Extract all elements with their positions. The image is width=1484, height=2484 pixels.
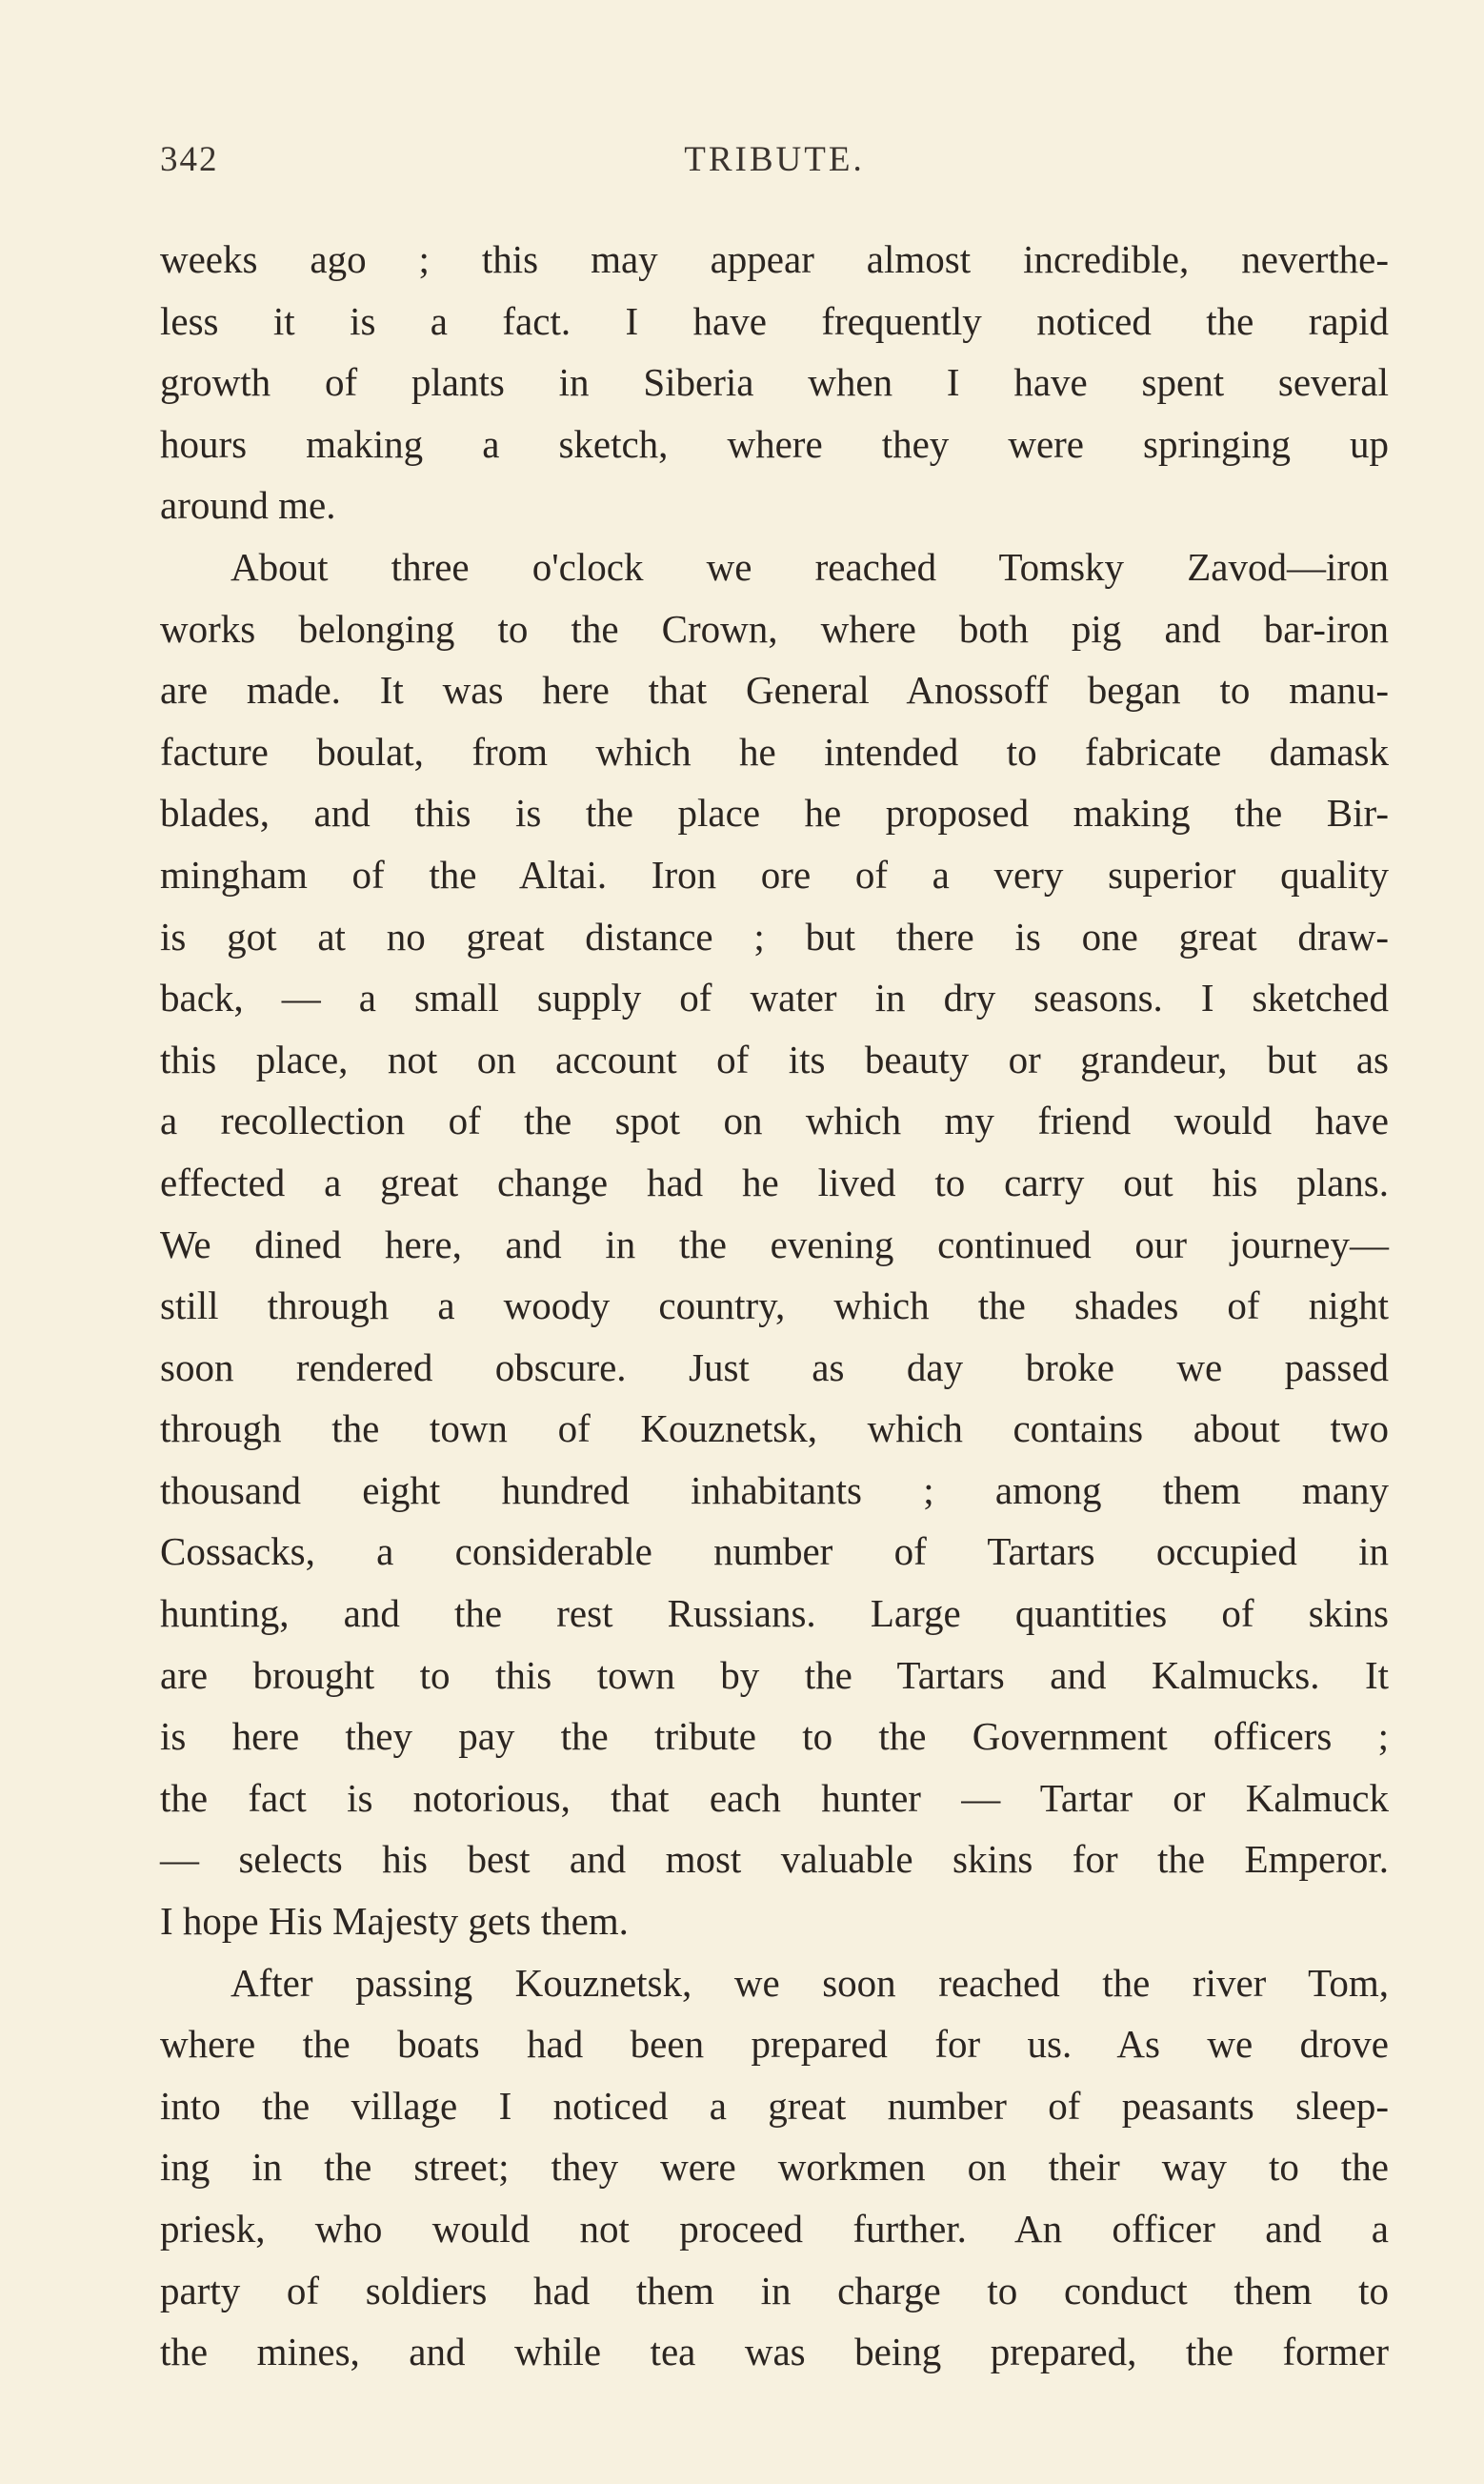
body-text xyxy=(160,229,1389,2383)
page-number: 342 xyxy=(160,140,219,179)
text-line: is got at no great distance ; but there is one great draw- xyxy=(160,914,1389,959)
text-line: thousand eight hundred inhabitants ; among them many xyxy=(160,1467,1389,1512)
running-title: TRIBUTE. xyxy=(684,140,865,179)
text-line: I hope His Majesty gets them. xyxy=(160,1899,629,1944)
text-line: soon rendered obscure. Just as day broke we passed xyxy=(160,1344,1389,1389)
text-line: are brought to this town by the Tartars and Kalmucks. It xyxy=(160,1652,1389,1697)
text-line: into the village I noticed a great number of peasants sleep- xyxy=(160,2083,1389,2128)
text-line: facture boulat, from which he intended to fabricate damask xyxy=(160,729,1389,774)
text-line: priesk, who would not proceed further. An officer and a xyxy=(160,2207,1389,2251)
text-line: around me. xyxy=(160,483,336,528)
paragraph-start-line: About three o'clock we reached Tomsky Zavod—iron xyxy=(231,544,1389,589)
text-line: We dined here, and in the evening continued our journey— xyxy=(160,1222,1389,1266)
running-head xyxy=(160,139,1389,189)
text-line: this place, not on account of its beauty or grandeur, but as xyxy=(160,1037,1389,1081)
text-line: Cossacks, a considerable number of Tartars occupied in xyxy=(160,1529,1389,1574)
text-line: the fact is notorious, that each hunter — Tartar or Kalmuck xyxy=(160,1775,1389,1820)
text-line: weeks ago ; this may appear almost incredible, neverthe- xyxy=(160,237,1389,281)
text-line: a recollection of the spot on which my friend would have xyxy=(160,1099,1389,1143)
text-line: where the boats had been prepared for us. As we drove xyxy=(160,2022,1389,2067)
text-line: works belonging to the Crown, where both pig and bar-iron xyxy=(160,606,1389,651)
text-line: ing in the street; they were workmen on their way to the xyxy=(160,2145,1389,2190)
text-line: hours making a sketch, where they were springing up xyxy=(160,421,1389,466)
text-line: mingham of the Altai. Iron ore of a very superior quality xyxy=(160,852,1389,897)
text-line: — selects his best and most valuable skins for the Emperor. xyxy=(160,1837,1389,1882)
text-line: back, — a small supply of water in dry seasons. I sketched xyxy=(160,976,1389,1020)
text-line: the mines, and while tea was being prepared, the former xyxy=(160,2330,1389,2374)
text-line: party of soldiers had them in charge to conduct them to xyxy=(160,2268,1389,2312)
text-line: growth of plants in Siberia when I have spent several xyxy=(160,360,1389,405)
text-line: less it is a fact. I have frequently noticed the rapid xyxy=(160,298,1389,343)
text-line: is here they pay the tribute to the Government officers ; xyxy=(160,1714,1389,1759)
paragraph-start-line: After passing Kouznetsk, we soon reached the river Tom, xyxy=(231,1960,1389,2005)
text-line: still through a woody country, which the shades of night xyxy=(160,1283,1389,1328)
text-line: through the town of Kouznetsk, which contains about two xyxy=(160,1406,1389,1451)
text-line: blades, and this is the place he proposed making the Bir- xyxy=(160,791,1389,836)
text-line: effected a great change had he lived to carry out his plans. xyxy=(160,1160,1389,1204)
text-line: hunting, and the rest Russians. Large quantities of skins xyxy=(160,1591,1389,1636)
text-line: are made. It was here that General Anossoff began to manu- xyxy=(160,668,1389,713)
